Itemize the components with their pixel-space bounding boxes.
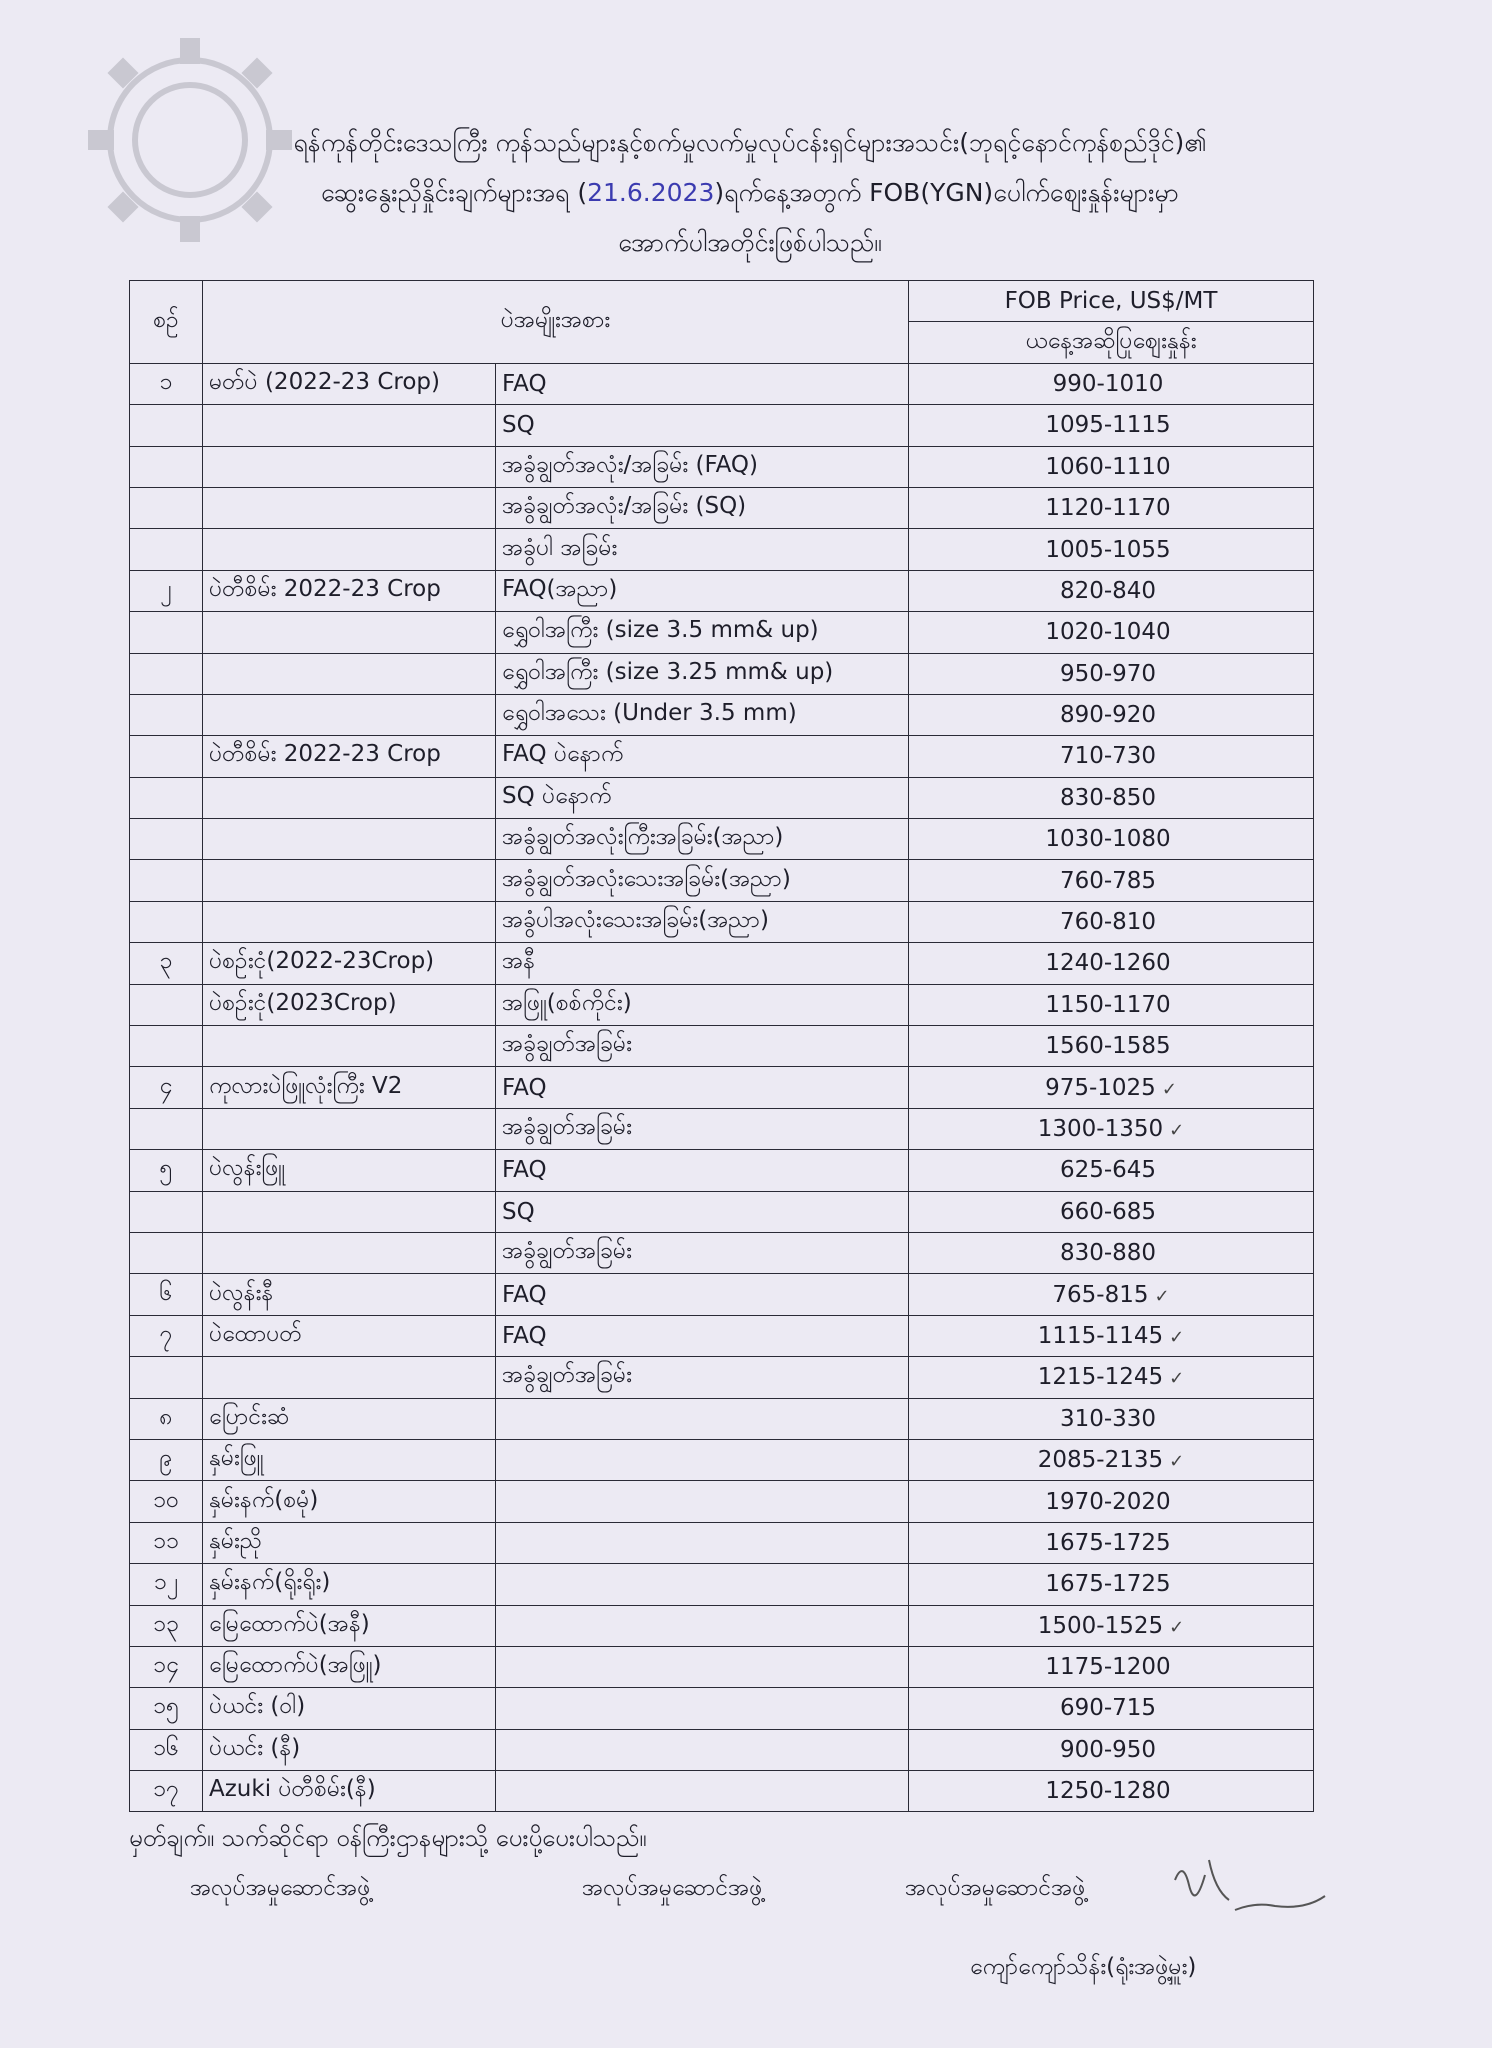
row-grade-text: အခွံချွတ်အလုံးကြီးအခြမ်း(အညာ) [502,824,784,851]
table-row [130,1522,1314,1563]
row-item-text: နှမ်းဖြူ [209,1445,264,1472]
row-number-text: ၁၄ [153,1652,179,1679]
row-item [203,819,496,860]
row-grade [496,1026,909,1067]
row-price-text: 760-785 [1059,867,1157,894]
row-price [909,984,1314,1025]
check-mark-icon: ✓ [1161,1078,1177,1100]
row-number [130,1522,203,1563]
row-number [130,901,203,942]
check-mark-icon: ✓ [1169,1368,1185,1390]
row-grade [496,1522,909,1563]
row-grade [496,1274,909,1315]
header-line-2 [130,168,1370,218]
row-price-text: 1250-1280 [1045,1778,1171,1805]
row-number-text: ၁၀ [153,1486,179,1513]
row-item [203,612,496,653]
row-number [130,860,203,901]
row-price-text: 1175-1200 [1045,1654,1171,1681]
row-price-text: 900-950 [1059,1736,1157,1763]
row-item-text: နှမ်းနက်(စမုံ) [209,1486,319,1513]
row-price [909,819,1314,860]
row-grade-text: ရွှေဝါအကြီး (size 3.25 mm& up) [502,658,834,685]
row-price-text: 660-685 [1059,1198,1157,1225]
row-item-text: ပဲထောပတ် [209,1320,302,1347]
row-grade [496,1439,909,1480]
row-number-text: ၈ [159,1403,173,1430]
row-price-text: 1005-1055 [1045,536,1171,563]
row-number [130,1688,203,1729]
row-item-text: ပဲယင်း (နီ) [209,1734,301,1761]
row-price [909,1398,1314,1439]
row-item-text: ပဲလွန်းဖြူ [209,1155,286,1182]
row-grade-text: အနီ [502,948,536,975]
header-line-2-prefix: ဆွေးနွေးညှိနှိုင်းချက်များအရ ( [321,178,588,207]
row-grade-text: FAQ(အညာ) [502,575,618,602]
table-row [130,984,1314,1025]
row-price-text: 1020-1040 [1045,619,1171,646]
row-grade-text: SQ [502,412,535,439]
row-number [130,612,203,653]
row-item [203,405,496,446]
row-grade-text: အခွံပါ အခြမ်း [502,534,618,561]
row-price [909,1646,1314,1687]
table-row [130,1357,1314,1398]
row-grade [496,943,909,984]
row-number [130,1605,203,1646]
row-number [130,529,203,570]
table-row [130,1315,1314,1356]
row-item [203,1564,496,1605]
row-grade [496,1398,909,1439]
row-grade [496,1771,909,1812]
row-price-text: 1030-1080 [1045,826,1171,853]
table-row [130,1398,1314,1439]
row-grade-text: အခွံချွတ်အလုံး/အခြမ်း (FAQ) [502,451,758,478]
row-grade [496,777,909,818]
row-price [909,943,1314,984]
row-number [130,1729,203,1770]
row-item [203,653,496,694]
row-price [909,1315,1314,1356]
row-item [203,901,496,942]
row-item [203,777,496,818]
table-row [130,1605,1314,1646]
table-row [130,901,1314,942]
row-price-text: 1115-1145 [1037,1322,1164,1349]
table-row [130,819,1314,860]
row-grade [496,1067,909,1108]
row-price [909,1564,1314,1605]
row-grade [496,1646,909,1687]
row-number [130,984,203,1025]
row-price-text: 820-840 [1059,577,1157,604]
row-grade [496,570,909,611]
row-price-text: 830-850 [1059,784,1157,811]
row-grade [496,1564,909,1605]
row-price-text: 1120-1170 [1045,495,1171,522]
row-number-text: ၃ [159,948,173,975]
row-item-text: မြေထောက်ပဲ(အနီ) [209,1610,370,1637]
row-grade-text: FAQ [502,1281,547,1308]
row-number [130,819,203,860]
document-header [130,118,1370,268]
row-number [130,736,203,777]
row-item-text: ကုလားပဲဖြူလုံးကြီး V2 [209,1072,403,1099]
row-item [203,1481,496,1522]
table-row [130,860,1314,901]
row-item [203,1398,496,1439]
row-price-text: 765-815 [1052,1281,1149,1308]
row-number [130,1274,203,1315]
row-price [909,653,1314,694]
row-price [909,860,1314,901]
row-number [130,1771,203,1812]
row-number [130,1067,203,1108]
row-item-text: ပဲစဉ်းငုံ(2022-23Crop) [209,948,435,975]
check-mark-icon: ✓ [1154,1285,1170,1307]
row-price [909,1522,1314,1563]
row-grade [496,1729,909,1770]
col-header-price-sub: ယနေ့အဆိုပြုဈေးနှုန်း [909,322,1314,363]
row-item [203,1646,496,1687]
row-number [130,653,203,694]
row-item-text: မြေထောက်ပဲ(အဖြူ) [209,1652,382,1679]
table-row [130,405,1314,446]
row-grade-text: FAQ [502,1074,547,1101]
row-price-text: 760-810 [1059,909,1157,936]
row-number-text: ၁ [159,368,173,395]
signatory-label-1: အလုပ်အမှုဆောင်အဖွဲ့ [190,1875,371,1901]
row-number [130,1315,203,1356]
row-item [203,1026,496,1067]
row-number-text: ၂ [160,575,172,602]
row-price [909,487,1314,528]
row-grade [496,984,909,1025]
row-grade [496,1481,909,1522]
row-price-text: 1095-1115 [1045,412,1171,439]
table-row [130,1108,1314,1149]
row-price-text: 1500-1525 [1037,1612,1164,1639]
table-row [130,653,1314,694]
col-header-item: ပဲအမျိုးအစား [203,281,909,364]
row-price [909,1481,1314,1522]
row-grade-text: FAQ [502,370,547,397]
row-item-text: ပဲတီစိမ်း 2022-23 Crop [209,741,441,768]
table-row [130,1150,1314,1191]
row-item [203,984,496,1025]
row-item [203,1688,496,1729]
row-grade-text: SQ [502,1198,535,1225]
row-price-text: 990-1010 [1052,370,1164,397]
header-line-3: အောက်ပါအတိုင်းဖြစ်ပါသည်။ [618,228,882,257]
table-row [130,777,1314,818]
row-item [203,446,496,487]
table-row [130,612,1314,653]
row-number-text: ၁၇ [153,1776,179,1803]
row-grade-text: အခွံချွတ်အခြမ်း [502,1031,632,1058]
row-item [203,1067,496,1108]
row-item [203,1729,496,1770]
row-item-text: နှမ်းညို [209,1527,263,1554]
signer-name: ကျော်ကျော်သိန်း(ရုံးအဖွဲ့မှူး) [970,1954,1197,1980]
row-price [909,363,1314,404]
table-row [130,694,1314,735]
row-price [909,1439,1314,1480]
row-number [130,1564,203,1605]
row-item [203,529,496,570]
row-price-text: 1675-1725 [1045,1571,1171,1598]
table-row [130,943,1314,984]
row-grade [496,653,909,694]
row-grade [496,446,909,487]
row-price [909,612,1314,653]
row-number [130,487,203,528]
row-item [203,1191,496,1232]
row-price-text: 1215-1245 [1037,1364,1164,1391]
row-price-text: 1675-1725 [1045,1529,1171,1556]
row-grade-text: FAQ [502,1157,547,1184]
row-number [130,1398,203,1439]
table-row [130,1232,1314,1273]
row-item [203,1315,496,1356]
row-number-text: ၄ [159,1072,173,1099]
table-row [130,1274,1314,1315]
row-item [203,1108,496,1149]
row-grade-text: အခွံချွတ်အခြမ်း [502,1362,632,1389]
row-grade [496,363,909,404]
row-price-text: 1970-2020 [1045,1488,1171,1515]
handwritten-signature-icon [1165,1850,1335,1930]
row-price [909,1729,1314,1770]
row-grade [496,1688,909,1729]
row-number-text: ၁၃ [153,1610,179,1637]
row-price [909,1191,1314,1232]
row-number [130,694,203,735]
row-grade-text: FAQ ပဲနောက် [502,741,624,768]
row-grade [496,1191,909,1232]
table-row [130,529,1314,570]
row-number [130,1439,203,1480]
table-row [130,570,1314,611]
row-grade [496,1232,909,1273]
row-grade [496,860,909,901]
row-item [203,736,496,777]
row-item [203,1150,496,1191]
row-number-text: ၁၅ [153,1693,179,1720]
row-price [909,1274,1314,1315]
row-number [130,1150,203,1191]
row-price-text: 1300-1350 [1037,1116,1164,1142]
row-grade-text: အခွံပါအလုံးသေးအခြမ်း(အညာ) [502,907,769,934]
row-price [909,1357,1314,1398]
table-row [130,1439,1314,1480]
row-grade [496,487,909,528]
header-line-2-suffix: )ရက်နေ့အတွက် FOB(YGN)ပေါက်ဈေးနှုန်းများမှာ [714,178,1179,207]
row-item [203,1232,496,1273]
row-number [130,943,203,984]
row-grade-text: အခွံချွတ်အလုံးသေးအခြမ်း(အညာ) [502,865,791,892]
row-item [203,1605,496,1646]
row-number-text: ၁၁ [153,1527,179,1554]
row-item [203,1274,496,1315]
row-number-text: ၉ [159,1445,173,1472]
row-number [130,446,203,487]
row-price-text: 1150-1170 [1045,991,1171,1018]
row-price-text: 690-715 [1059,1695,1157,1722]
row-number [130,1232,203,1273]
row-price-text: 310-330 [1059,1405,1157,1432]
price-table [129,280,1314,1812]
row-grade-text: SQ ပဲနောက် [502,782,612,809]
row-grade-text: ရွှေဝါအသေး (Under 3.5 mm) [502,700,797,727]
row-price [909,529,1314,570]
row-grade [496,819,909,860]
header-date: 21.6.2023 [587,178,715,207]
row-price [909,570,1314,611]
row-grade [496,1315,909,1356]
row-price [909,777,1314,818]
row-grade [496,405,909,446]
row-grade [496,612,909,653]
table-row [130,487,1314,528]
row-grade [496,1605,909,1646]
row-item-text: ပဲစဉ်းငုံ(2023Crop) [209,989,397,1016]
col-header-no: စဉ် [130,281,203,364]
table-row [130,363,1314,404]
row-price-text: 625-645 [1059,1157,1157,1184]
row-grade-text: FAQ [502,1322,547,1349]
check-mark-icon: ✓ [1169,1326,1185,1348]
row-item-text: Azuki ပဲတီစိမ်း(နီ) [209,1776,376,1803]
row-grade-text: အခွံချွတ်အခြမ်း [502,1238,632,1265]
row-number [130,570,203,611]
row-grade [496,529,909,570]
row-grade [496,1357,909,1398]
row-price [909,694,1314,735]
row-grade [496,1108,909,1149]
row-item-text: ပဲတီစိမ်း 2022-23 Crop [209,575,441,602]
table-row [130,1771,1314,1812]
row-grade-text: အဖြူ(စစ်ကိုင်း) [502,989,632,1016]
row-price-text: 890-920 [1059,702,1157,729]
table-header-row [130,281,1314,322]
row-item [203,570,496,611]
table-row [130,1688,1314,1729]
table-row [130,1481,1314,1522]
header-line-1: ရန်ကုန်တိုင်းဒေသကြီး ကုန်သည်များနှင့်စက်မှုလက်မှုလုပ်ငန်းရှင်များအသင်း(ဘုရင့်နောင်ကုန်စည်ဒိုင်)၏ [293,128,1207,157]
row-number [130,1191,203,1232]
row-price-text: 830-880 [1059,1240,1157,1267]
row-grade [496,901,909,942]
row-number [130,777,203,818]
table-row [130,1646,1314,1687]
row-price-text: 950-970 [1059,660,1157,687]
row-item [203,1771,496,1812]
row-price [909,1771,1314,1812]
row-number [130,1481,203,1522]
row-number [130,405,203,446]
row-item [203,487,496,528]
row-price [909,446,1314,487]
footer-note: မှတ်ချက်။ သက်ဆိုင်ရာ ဝန်ကြီးဌာနများသို့ ပေးပို့ပေးပါသည်။ [129,1824,647,1852]
row-price [909,901,1314,942]
table-row [130,446,1314,487]
row-price [909,736,1314,777]
row-price [909,405,1314,446]
row-price-text: 1560-1585 [1045,1033,1171,1060]
row-item [203,1439,496,1480]
row-item-text: နှမ်းနက်(ရိုးရိုး) [209,1569,331,1596]
row-price-text: 1240-1260 [1045,950,1171,977]
row-price [909,1108,1314,1149]
table-row [130,1564,1314,1605]
row-item [203,694,496,735]
row-item [203,363,496,404]
table-row [130,736,1314,777]
row-item [203,1357,496,1398]
row-item-text: ပဲလွန်းနီ [209,1279,274,1306]
table-row [130,1067,1314,1108]
row-number [130,1646,203,1687]
row-item-text: ပဲယင်း (ဝါ) [209,1693,306,1720]
row-price-text: 975-1025 [1045,1074,1156,1101]
row-grade-text: အခွံချွတ်အခြမ်း [502,1114,632,1140]
row-price [909,1067,1314,1108]
row-grade [496,694,909,735]
row-grade [496,1150,909,1191]
signatory-label-2: အလုပ်အမှုဆောင်အဖွဲ့ [582,1875,763,1901]
row-number-text: ၁၆ [153,1734,179,1761]
row-price [909,1150,1314,1191]
row-item [203,860,496,901]
row-price [909,1605,1314,1646]
row-price-text: 2085-2135 [1037,1447,1164,1474]
row-price [909,1688,1314,1729]
row-number-text: ၇ [159,1320,173,1347]
row-price-text: 710-730 [1059,743,1157,770]
check-mark-icon: ✓ [1169,1451,1185,1473]
row-price-text: 1060-1110 [1045,453,1171,480]
table-row [130,1191,1314,1232]
row-number [130,1026,203,1067]
row-item [203,1522,496,1563]
row-number-text: ၅ [159,1155,173,1182]
col-header-price: FOB Price, US$/MT [909,281,1314,322]
row-grade-text: အခွံချွတ်အလုံး/အခြမ်း (SQ) [502,493,747,520]
row-item-text: မတ်ပဲ (2022-23 Crop) [209,368,440,395]
row-grade [496,736,909,777]
table-row [130,1026,1314,1067]
row-number-text: ၆ [159,1279,173,1306]
row-number-text: ၁၂ [153,1569,179,1596]
table-row [130,1729,1314,1770]
row-item-text: ပြောင်းဆံ [209,1403,290,1430]
signatory-label-3: အလုပ်အမှုဆောင်အဖွဲ့ [905,1875,1086,1901]
row-price [909,1232,1314,1273]
row-number [130,1108,203,1149]
check-mark-icon: ✓ [1169,1616,1185,1638]
row-grade-text: ရွှေဝါအကြီး (size 3.5 mm& up) [502,617,819,644]
row-price [909,1026,1314,1067]
row-number [130,363,203,404]
row-number [130,1357,203,1398]
check-mark-icon: ✓ [1169,1120,1185,1141]
row-item [203,943,496,984]
